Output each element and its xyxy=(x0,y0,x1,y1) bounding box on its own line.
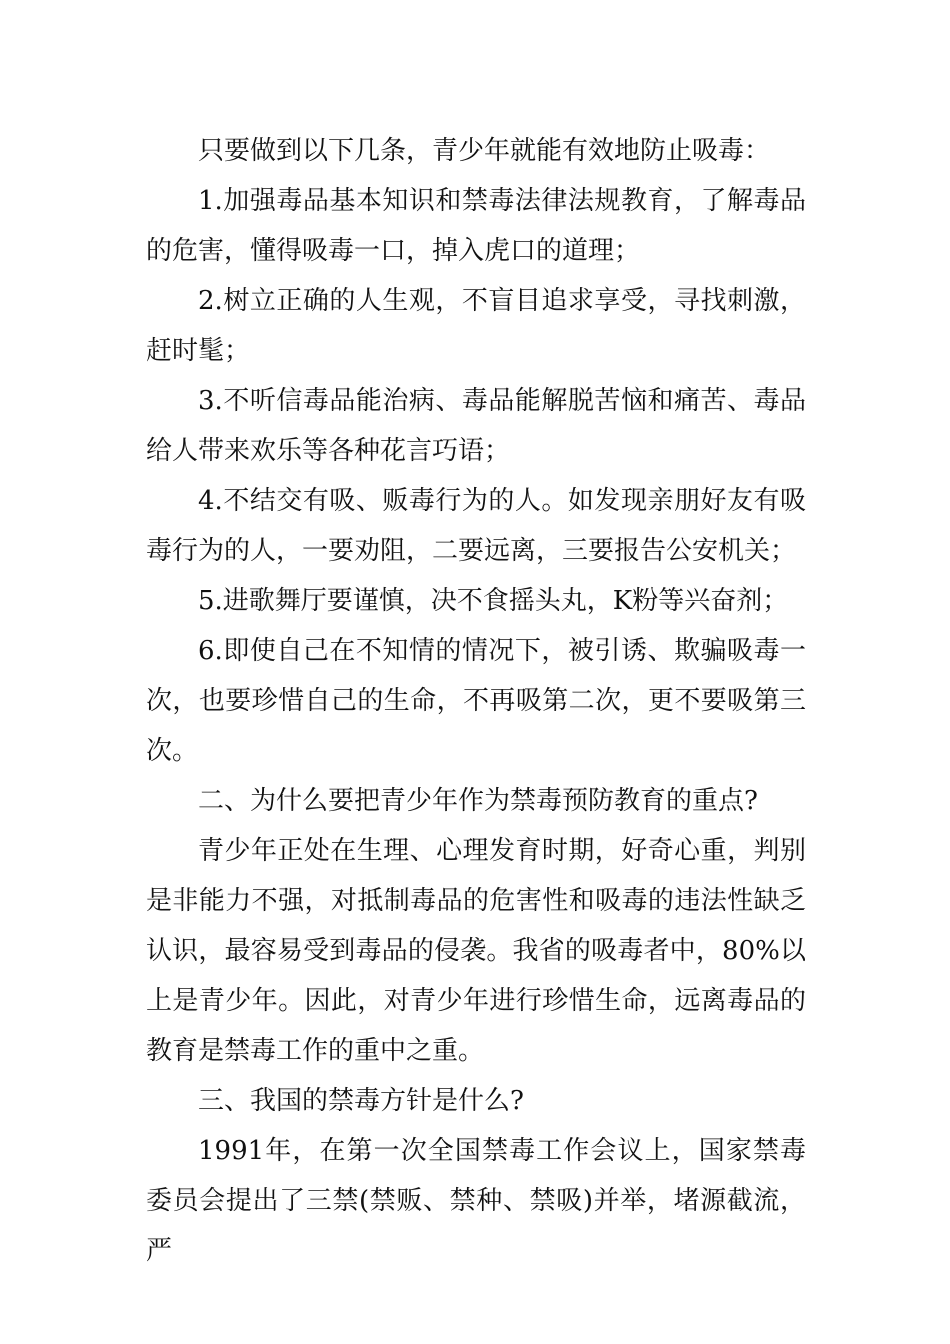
body-text xyxy=(146,126,806,1276)
list-item-2: 2.树立正确的人生观，不盲目追求享受，寻找刺激，赶时髦； xyxy=(146,286,806,366)
list-item-6: 6.即使自己在不知情的情况下，被引诱、欺骗吸毒一次，也要珍惜自己的生命，不再吸第二次，更不要吸第三次。 xyxy=(146,636,806,766)
section-2-paragraph: 青少年正处在生理、心理发育时期，好奇心重，判别是非能力不强，对抵制毒品的危害性和吸毒的违法性缺乏认识，最容易受到毒品的侵袭。我省的吸毒者中，80%以上是青少年。因此，对青少年进行珍惜生命，远离毒品的教育是禁毒工作的重中之重。 xyxy=(146,836,806,1066)
section-heading-3: 三、我国的禁毒方针是什么? xyxy=(198,1086,524,1116)
intro-paragraph: 只要做到以下几条，青少年就能有效地防止吸毒： xyxy=(198,136,771,166)
list-item-3: 3.不听信毒品能治病、毒品能解脱苦恼和痛苦、毒品给人带来欢乐等各种花言巧语； xyxy=(146,386,806,466)
list-item-1: 1.加强毒品基本知识和禁毒法律法规教育，了解毒品的危害，懂得吸毒一口，掉入虎口的道理； xyxy=(146,186,806,266)
list-item-4: 4.不结交有吸、贩毒行为的人。如发现亲朋好友有吸毒行为的人，一要劝阻，二要远离，三要报告公安机关； xyxy=(146,486,806,566)
section-heading-2: 二、为什么要把青少年作为禁毒预防教育的重点? xyxy=(198,786,758,816)
section-3-paragraph: 1991年，在第一次全国禁毒工作会议上，国家禁毒委员会提出了三禁(禁贩、禁种、禁吸)并举，堵源截流，严 xyxy=(146,1136,806,1266)
list-item-5: 5.进歌舞厅要谨慎，决不食摇头丸，K粉等兴奋剂； xyxy=(198,586,789,616)
